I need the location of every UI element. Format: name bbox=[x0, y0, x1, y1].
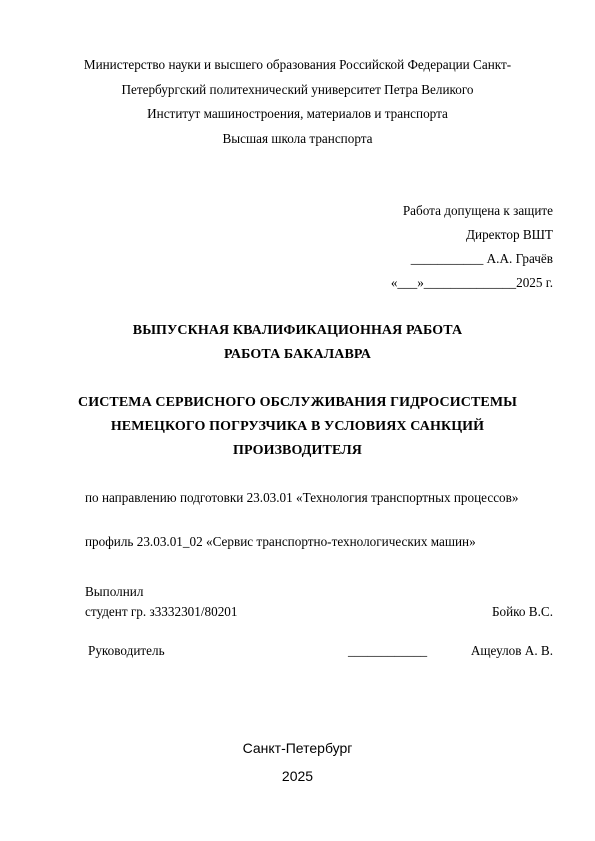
student-group: студент гр. з3332301/80201 bbox=[85, 604, 238, 619]
thesis-title-line-3: ПРОИЗВОДИТЕЛЯ bbox=[233, 443, 362, 458]
supervisor-name: Ащеулов А. В. bbox=[470, 643, 553, 658]
ministry-line-2: Петербургский политехнический университет Петра Великого bbox=[121, 82, 474, 97]
student-name: Бойко В.С. bbox=[491, 604, 553, 619]
footer-year: 2025 bbox=[281, 768, 314, 784]
work-type-line-1: ВЫПУСКНАЯ КВАЛИФИКАЦИОННАЯ РАБОТА bbox=[132, 323, 463, 338]
supervisor-signature-line: ____________ bbox=[348, 643, 428, 658]
approval-caption: Работа допущена к защите bbox=[402, 203, 553, 218]
profile-line: профиль 23.03.01_02 «Сервис транспортно-технологических машин» bbox=[85, 534, 476, 549]
thesis-title-line-2: НЕМЕЦКОГО ПОГРУЗЧИКА В УСЛОВИЯХ САНКЦИЙ bbox=[110, 419, 485, 434]
footer-city: Санкт-Петербург bbox=[242, 740, 353, 756]
ministry-line-1: Министерство науки и высшего образования Российской Федерации Санкт- bbox=[83, 57, 512, 72]
institute-line: Институт машиностроения, материалов и транспорта bbox=[147, 106, 448, 121]
approval-date: «___»______________2025 г. bbox=[390, 275, 553, 290]
approval-position: Директор ВШТ bbox=[466, 227, 553, 242]
direction-line: по направлению подготовки 23.03.01 «Технология транспортных процессов» bbox=[85, 490, 519, 505]
performed-label: Выполнил bbox=[85, 584, 144, 599]
approval-signature: ___________ А.А. Грачёв bbox=[410, 251, 553, 266]
work-type-line-2: РАБОТА БАКАЛАВРА bbox=[224, 347, 371, 362]
thesis-title-line-1: СИСТЕМА СЕРВИСНОГО ОБСЛУЖИВАНИЯ ГИДРОСИСТЕМЫ bbox=[78, 395, 517, 410]
school-line: Высшая школа транспорта bbox=[222, 131, 373, 146]
supervisor-label: Руководитель bbox=[88, 643, 165, 658]
